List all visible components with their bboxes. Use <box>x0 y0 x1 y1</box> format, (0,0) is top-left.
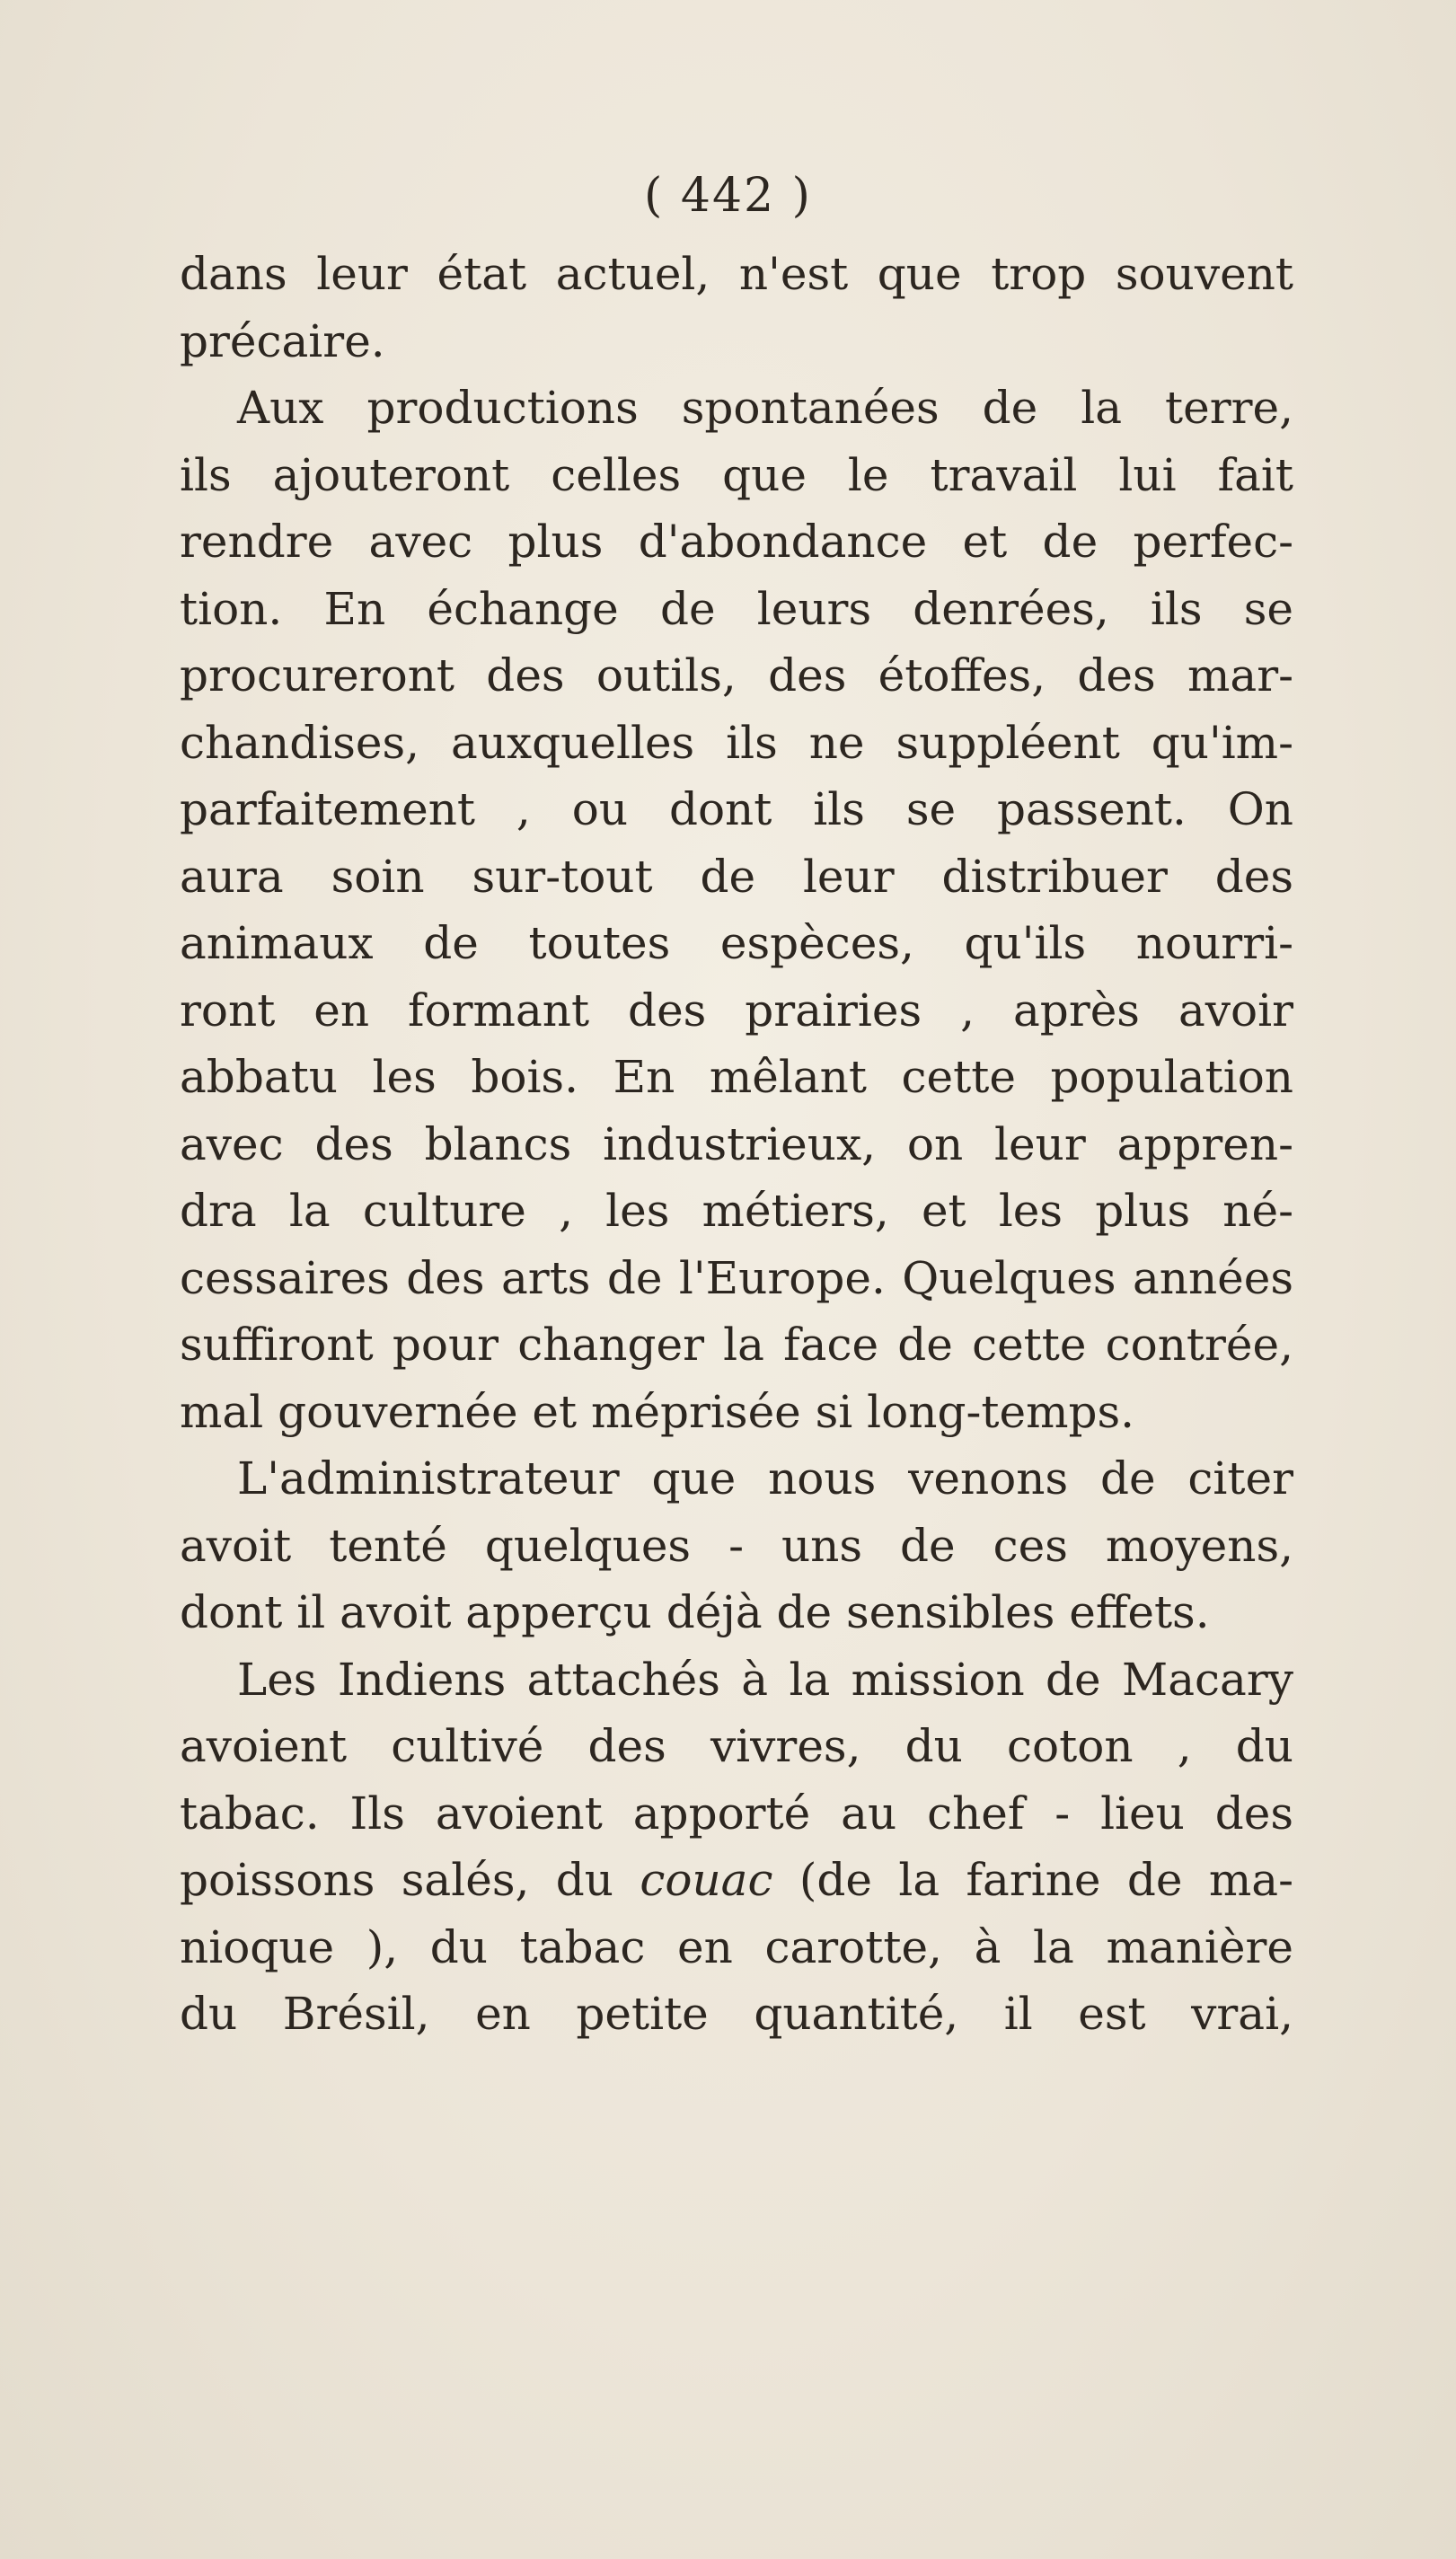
text-line: abbatu les bois. En mêlant cette population <box>180 1051 1293 1103</box>
text-line: ils ajouteront celles que le travail lui fait <box>180 448 1293 501</box>
text-line: avec des blancs industrieux, on leur appren- <box>180 1117 1293 1170</box>
italic-term: couac <box>640 1854 773 1906</box>
body-text <box>180 241 1293 2048</box>
text-line: tabac. Ils avoient apporté au chef - lieu des <box>180 1787 1293 1840</box>
text-line: Aux productions spontanées de la terre, <box>237 382 1293 434</box>
text-line: précaire. <box>180 314 385 367</box>
text-line: L'administrateur que nous venons de citer <box>237 1452 1293 1505</box>
text-line: procureront des outils, des étoffes, des mar- <box>180 649 1293 702</box>
text-line: avoit tenté quelques - uns de ces moyens, <box>180 1519 1293 1572</box>
text-run: (de la farine de ma- <box>772 1854 1293 1906</box>
text-line: parfaitement , ou dont ils se passent. On <box>180 783 1293 835</box>
text-line: mal gouvernée et méprisée si long-temps. <box>180 1385 1135 1438</box>
text-line: aura soin sur-tout de leur distribuer des <box>180 850 1293 903</box>
text-line: nioque ), du tabac en carotte, à la manière <box>180 1920 1293 1973</box>
text-line: dans leur état actuel, n'est que trop souvent <box>180 248 1293 300</box>
text-line: suffiront pour changer la face de cette contrée, <box>180 1319 1293 1371</box>
text-line: animaux de toutes espèces, qu'ils nourri- <box>180 917 1293 969</box>
text-line: dont il avoit apperçu déjà de sensibles effets. <box>180 1586 1210 1638</box>
page-number: ( 442 ) <box>644 169 812 223</box>
text-line: dra la culture , les métiers, et les plus né- <box>180 1185 1293 1237</box>
text-line: rendre avec plus d'abondance et de perfec- <box>180 516 1293 568</box>
text-line: Les Indiens attachés à la mission de Macary <box>237 1653 1293 1706</box>
text-line: ront en formant des prairies , après avoir <box>180 984 1293 1037</box>
text-line: cessaires des arts de l'Europe. Quelques années <box>180 1251 1293 1304</box>
text-run: poissons salés, du <box>180 1854 640 1906</box>
text-line: du Brésil, en petite quantité, il est vrai, <box>180 1988 1293 2040</box>
text-line: avoient cultivé des vivres, du coton , du <box>180 1720 1293 1772</box>
text-line: chandises, auxquelles ils ne suppléent qu'im- <box>180 716 1293 769</box>
text-line <box>180 1847 1293 1914</box>
text-line: tion. En échange de leurs denrées, ils se <box>180 582 1293 635</box>
